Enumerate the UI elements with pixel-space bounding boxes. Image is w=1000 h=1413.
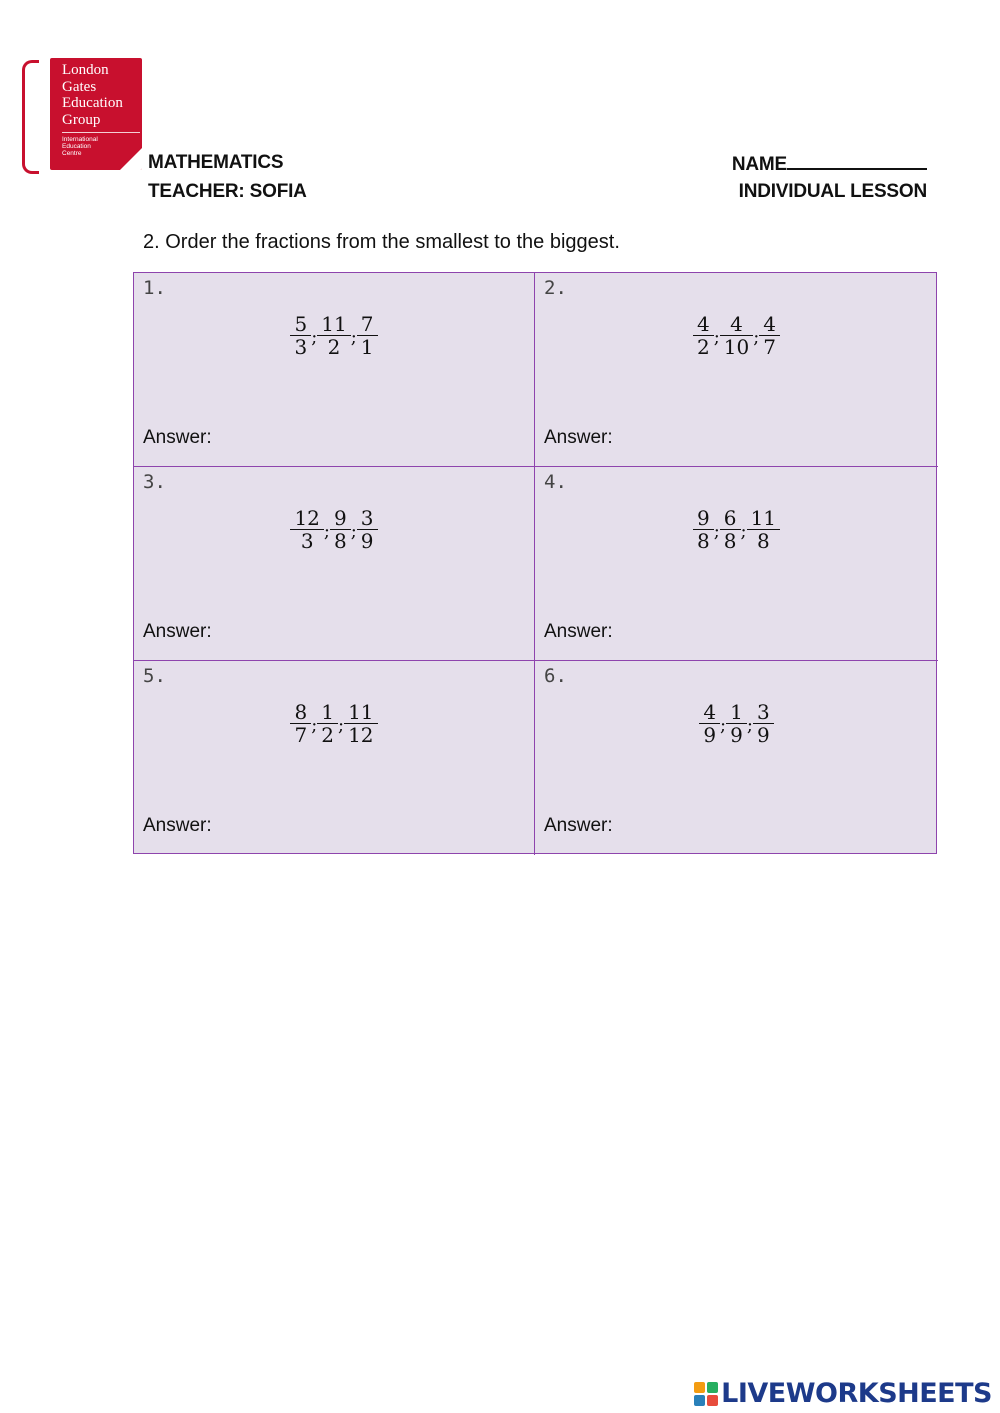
- problem-cell: [535, 467, 938, 661]
- answer-label: Answer:: [544, 427, 613, 448]
- brand-icon-tile: [707, 1395, 718, 1406]
- numerator: 3: [357, 507, 378, 530]
- problem-cell: [535, 273, 938, 467]
- numerator: 4: [759, 313, 780, 336]
- denominator: 10: [723, 335, 750, 359]
- problem-cell: [134, 661, 535, 855]
- numerator: 9: [330, 507, 351, 530]
- problem-number: 2.: [544, 277, 567, 299]
- separator: ;: [338, 715, 345, 736]
- teacher-label: TEACHER: SOFIA: [148, 181, 307, 202]
- numerator: 5: [290, 313, 311, 336]
- fraction: [346, 701, 375, 746]
- logo-line: Education: [62, 95, 123, 111]
- fraction-list: [134, 313, 534, 358]
- answer-label: Answer:: [544, 815, 613, 836]
- brand-icon-tile: [707, 1382, 718, 1393]
- problem-number: 1.: [143, 277, 166, 299]
- numerator: 6: [720, 507, 741, 530]
- fraction: [359, 313, 376, 358]
- separator: ;: [311, 715, 318, 736]
- fraction: [292, 507, 321, 552]
- separator: ;: [753, 327, 760, 348]
- logo-subline: Centre: [62, 150, 82, 158]
- problem-cell: [134, 273, 535, 467]
- denominator: 9: [730, 723, 743, 747]
- fraction: [695, 507, 712, 552]
- numerator: 1: [317, 701, 338, 724]
- fraction: [292, 701, 309, 746]
- problem-number: 4.: [544, 471, 567, 493]
- brand-icon-tile: [694, 1395, 705, 1406]
- fraction: [722, 507, 739, 552]
- fraction: [332, 507, 349, 552]
- subject-title: MATHEMATICS: [148, 152, 284, 173]
- denominator: 8: [756, 529, 770, 553]
- logo-divider: [62, 132, 140, 133]
- denominator: 9: [360, 529, 374, 553]
- fraction: [292, 313, 309, 358]
- numerator: 11: [317, 313, 350, 336]
- logo-line: Group: [62, 111, 101, 128]
- separator: ;: [720, 715, 727, 736]
- fraction: [728, 701, 745, 746]
- fraction: [319, 313, 348, 358]
- numerator: 11: [747, 507, 780, 530]
- problem-number: 3.: [143, 471, 166, 493]
- fraction-list: [535, 507, 938, 552]
- problem-number: 5.: [143, 665, 166, 687]
- name-blank[interactable]: [787, 152, 927, 170]
- numerator: 4: [693, 313, 714, 336]
- separator: ;: [746, 715, 753, 736]
- logo-bracket: [22, 60, 39, 174]
- denominator: 8: [333, 529, 347, 553]
- fraction-list: [535, 313, 938, 358]
- logo-line: Gates: [62, 78, 97, 95]
- separator: ;: [323, 521, 330, 542]
- denominator: 12: [348, 723, 374, 747]
- fraction: [701, 701, 718, 746]
- problem-cell: [134, 467, 535, 661]
- logo-line: London: [62, 62, 109, 78]
- numerator: 1: [726, 701, 747, 724]
- lesson-type: INDIVIDUAL LESSON: [738, 181, 927, 202]
- fraction-list: [134, 507, 534, 552]
- separator: ;: [713, 327, 720, 348]
- separator: ;: [311, 327, 318, 348]
- numerator: 4: [699, 701, 720, 724]
- denominator: 8: [723, 529, 737, 553]
- brand-icon-tile: [694, 1382, 705, 1393]
- fraction: [319, 701, 336, 746]
- denominator: 3: [300, 529, 314, 553]
- instruction-text: 2. Order the fractions from the smallest to the biggest.: [143, 231, 620, 253]
- numerator: 12: [290, 507, 323, 530]
- denominator: 3: [294, 335, 308, 359]
- answer-label: Answer:: [544, 621, 613, 642]
- denominator: 2: [696, 335, 710, 359]
- fraction-list: [134, 701, 534, 746]
- answer-label: Answer:: [143, 621, 212, 642]
- denominator: 2: [327, 335, 341, 359]
- liveworksheets-logo-icon: [694, 1382, 718, 1406]
- name-field: [732, 152, 927, 176]
- denominator: 1: [360, 335, 374, 359]
- logo-subline: International: [62, 136, 98, 143]
- denominator: 7: [763, 335, 777, 359]
- denominator: 2: [321, 723, 334, 747]
- numerator: 11: [344, 701, 377, 724]
- numerator: 8: [290, 701, 311, 724]
- logo-subline: Education: [62, 143, 91, 151]
- fraction: [755, 701, 772, 746]
- fraction: [695, 313, 712, 358]
- problems-grid: [133, 272, 937, 854]
- separator: ;: [740, 521, 747, 542]
- problem-cell: [535, 661, 938, 855]
- numerator: 9: [693, 507, 714, 530]
- answer-label: Answer:: [143, 815, 212, 836]
- answer-label: Answer:: [143, 427, 212, 448]
- fraction: [761, 313, 778, 358]
- fraction-list: [535, 701, 938, 746]
- separator: ;: [350, 521, 357, 542]
- separator: ;: [350, 327, 357, 348]
- fraction: [722, 313, 751, 358]
- problem-number: 6.: [544, 665, 567, 687]
- separator: ;: [713, 521, 720, 542]
- denominator: 8: [696, 529, 710, 553]
- denominator: 9: [756, 723, 770, 747]
- numerator: 3: [753, 701, 774, 724]
- school-logo: [50, 58, 142, 170]
- numerator: 4: [720, 313, 753, 336]
- fraction: [749, 507, 778, 552]
- name-label: NAME: [731, 154, 787, 175]
- fraction: [359, 507, 376, 552]
- numerator: 7: [357, 313, 378, 336]
- logo-corner-cut: [118, 146, 142, 170]
- denominator: 7: [294, 723, 308, 747]
- denominator: 9: [703, 723, 717, 747]
- brand-text: LIVEWORKSHEETS: [721, 1378, 992, 1409]
- liveworksheets-brand: [694, 1378, 992, 1409]
